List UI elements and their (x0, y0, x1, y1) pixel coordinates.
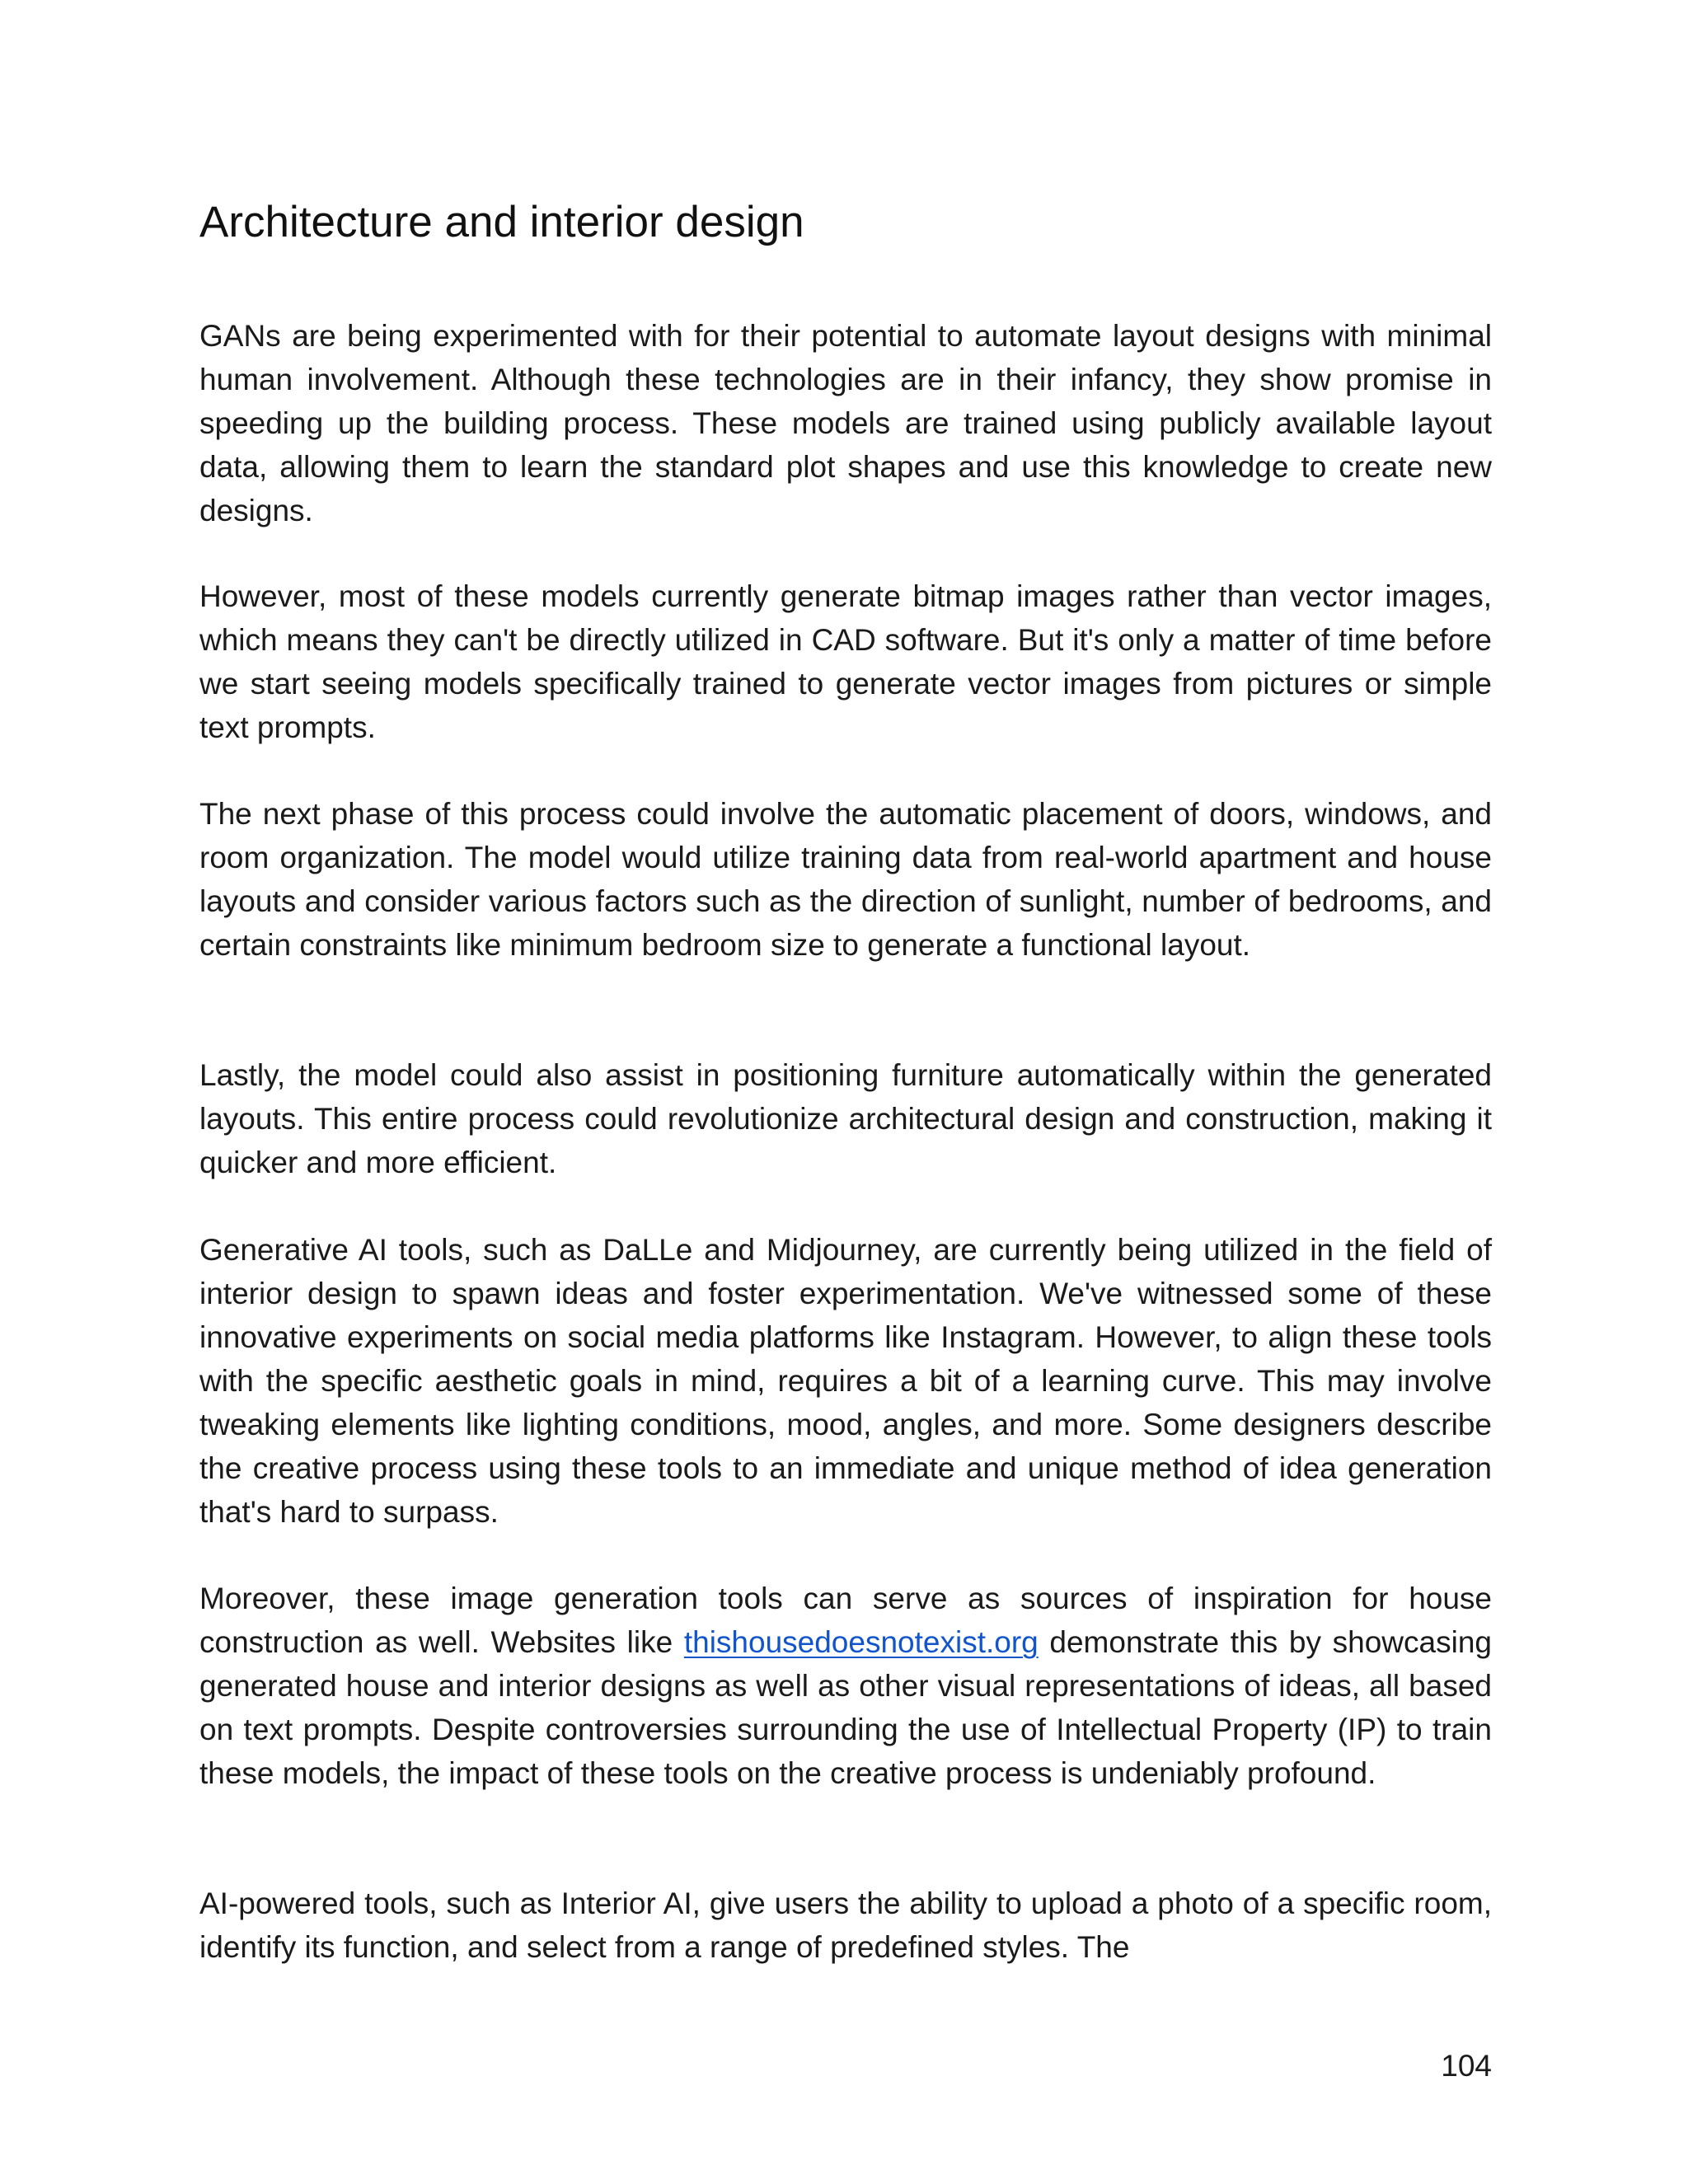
document-page (199, 0, 1492, 2184)
section-heading: Architecture and interior design (199, 198, 804, 246)
paragraph-bitmap-vector: However, most of these models currently generate bitmap images rather than vector images, which means they can't be directly utilized in CAD software. But it's only a matter of time before we start seeing models specifically trained to generate vector images from pictures or simple text prompts. (199, 579, 1492, 744)
paragraph-interior-ai: AI-powered tools, such as Interior AI, give users the ability to upload a photo of a specific room, identify its function, and select from a range of predefined styles. The (199, 1886, 1492, 1964)
paragraph-text-before-link: Moreover, these image generation tools can serve as sources of inspiration for house construction as well. Websites like (199, 1582, 1492, 1659)
paragraph-furniture: Lastly, the model could also assist in positioning furniture automatically within the generated layouts. This entire process could revolutionize architectural design and construction, making it quicker and more efficient. (199, 1058, 1492, 1179)
page-number: 104 (1441, 2049, 1492, 2083)
paragraph-generative-ai-tools: Generative AI tools, such as DaLLe and Midjourney, are currently being utilized in the field of interior design to spawn ideas and foster experimentation. We've witnessed some of these innovative experiments on social media platforms like Instagram. However, to align these tools with the specific aesthetic goals in mind, requires a bit of a learning curve. This may involve tweaking elements like lighting conditions, mood, angles, and more. Some designers describe the creative process using these tools to an immediate and unique method of idea generation that's hard to surpass. (199, 1233, 1492, 1529)
thishousedoesnotexist-link[interactable]: thishousedoesnotexist.org (683, 1625, 1039, 1659)
paragraph-next-phase: The next phase of this process could involve the automatic placement of doors, windows, and room organization. The model would utilize training data from real-world apartment and house layouts and consider various factors such as the direction of sunlight, number of bedrooms, and certain constraints like minimum bedroom size to generate a functional layout. (199, 797, 1492, 962)
paragraph-text-after-link: demonstrate this by showcasing generated house and interior designs as well as other visual representations of ideas, all based on text prompts. Despite controversies surrounding the use of Intellectual Property (IP) to train these models, the impact of these tools on the creative process is undeniably profound. (199, 1625, 1492, 1790)
paragraph-gans-layout: GANs are being experimented with for their potential to automate layout designs with minimal human involvement. Although these technologies are in their infancy, they show promise in speeding up the building process. These models are trained using publicly available layout data, allowing them to learn the standard plot shapes and use this knowledge to create new designs. (199, 319, 1492, 527)
paragraph-inspiration (199, 1577, 1492, 1795)
